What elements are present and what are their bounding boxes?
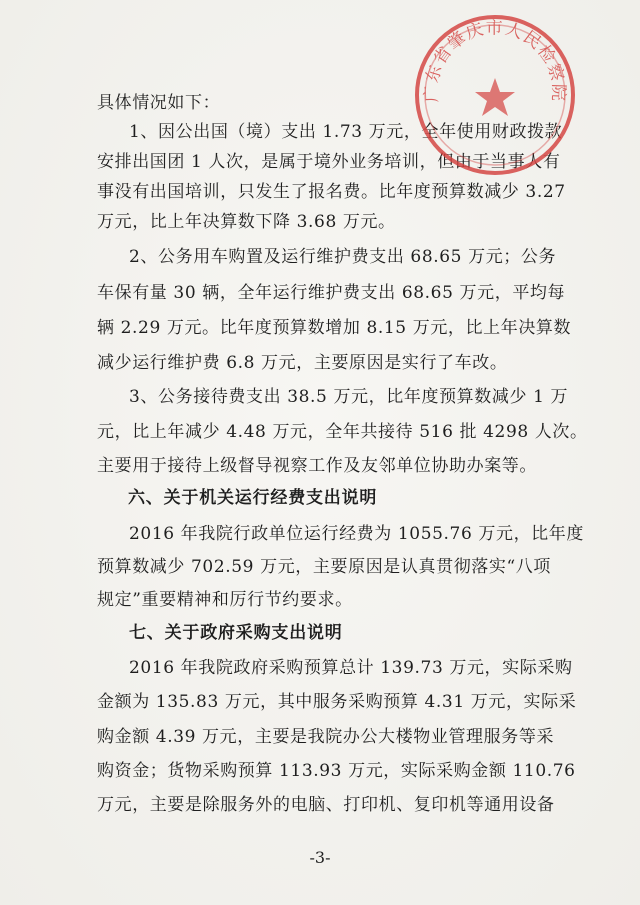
- paragraph-2-line-2: 车保有量 30 辆，全年运行维护费支出 68.65 万元，平均每: [97, 283, 566, 303]
- section-7-line-3: 购金额 4.39 万元，主要是我院办公大楼物业管理服务等采: [97, 727, 555, 747]
- section-7-line-5: 万元，主要是除服务外的电脑、打印机、复印机等通用设备: [97, 795, 555, 815]
- paragraph-3-line-3: 主要用于接待上级督导视察工作及友邻单位协助办案等。: [97, 456, 537, 476]
- paragraph-3-line-1: 3、公务接待费支出 38.5 万元，比年度预算数减少 1 万: [129, 387, 569, 407]
- section-7-heading: 七、关于政府采购支出说明: [129, 623, 343, 643]
- paragraph-2-line-4: 减少运行维护费 6.8 万元，主要原因是实行了车改。: [97, 353, 508, 373]
- section-6-line-2: 预算数减少 702.59 万元，主要原因是认真贯彻落实“八项: [97, 557, 551, 577]
- paragraph-1-line-1: 1、因公出国（境）支出 1.73 万元，全年使用财政拨款: [129, 122, 563, 142]
- section-7-line-4: 购资金；货物采购预算 113.93 万元，实际采购金额 110.76: [97, 761, 576, 781]
- page-number: -3-: [309, 848, 331, 867]
- paragraph-1-line-2: 安排出国团 1 人次，是属于境外业务培训，但由于当事人有: [97, 152, 561, 172]
- section-7-line-2: 金额为 135.83 万元，其中服务采购预算 4.31 万元，实际采: [97, 692, 577, 712]
- section-6-heading: 六、关于机关运行经费支出说明: [128, 488, 378, 508]
- section-7-line-1: 2016 年我院政府采购预算总计 139.73 万元，实际采购: [129, 658, 573, 678]
- paragraph-2-line-1: 2、公务用车购置及运行维护费支出 68.65 万元；公务: [129, 247, 557, 267]
- svg-text:广东省肇庆市人民检察院: 广东省肇庆市人民检察院: [421, 18, 569, 103]
- paragraph-3-line-2: 元，比上年减少 4.48 万元，全年共接待 516 批 4298 人次。: [97, 422, 588, 442]
- section-6-line-3: 规定”重要精神和厉行节约要求。: [97, 590, 353, 610]
- paragraph-2-line-3: 辆 2.29 万元。比年度预算数增加 8.15 万元，比上年决算数: [97, 318, 572, 338]
- official-seal: [410, 10, 580, 180]
- intro-text: 具体情况如下：: [97, 93, 221, 113]
- section-6-line-1: 2016 年我院行政单位运行经费为 1055.76 万元，比年度: [129, 524, 584, 544]
- paragraph-1-line-4: 万元，比上年决算数下降 3.68 万元。: [97, 212, 396, 232]
- paragraph-1-line-3: 事没有出国培训，只发生了报名费。比年度预算数减少 3.27: [97, 182, 566, 202]
